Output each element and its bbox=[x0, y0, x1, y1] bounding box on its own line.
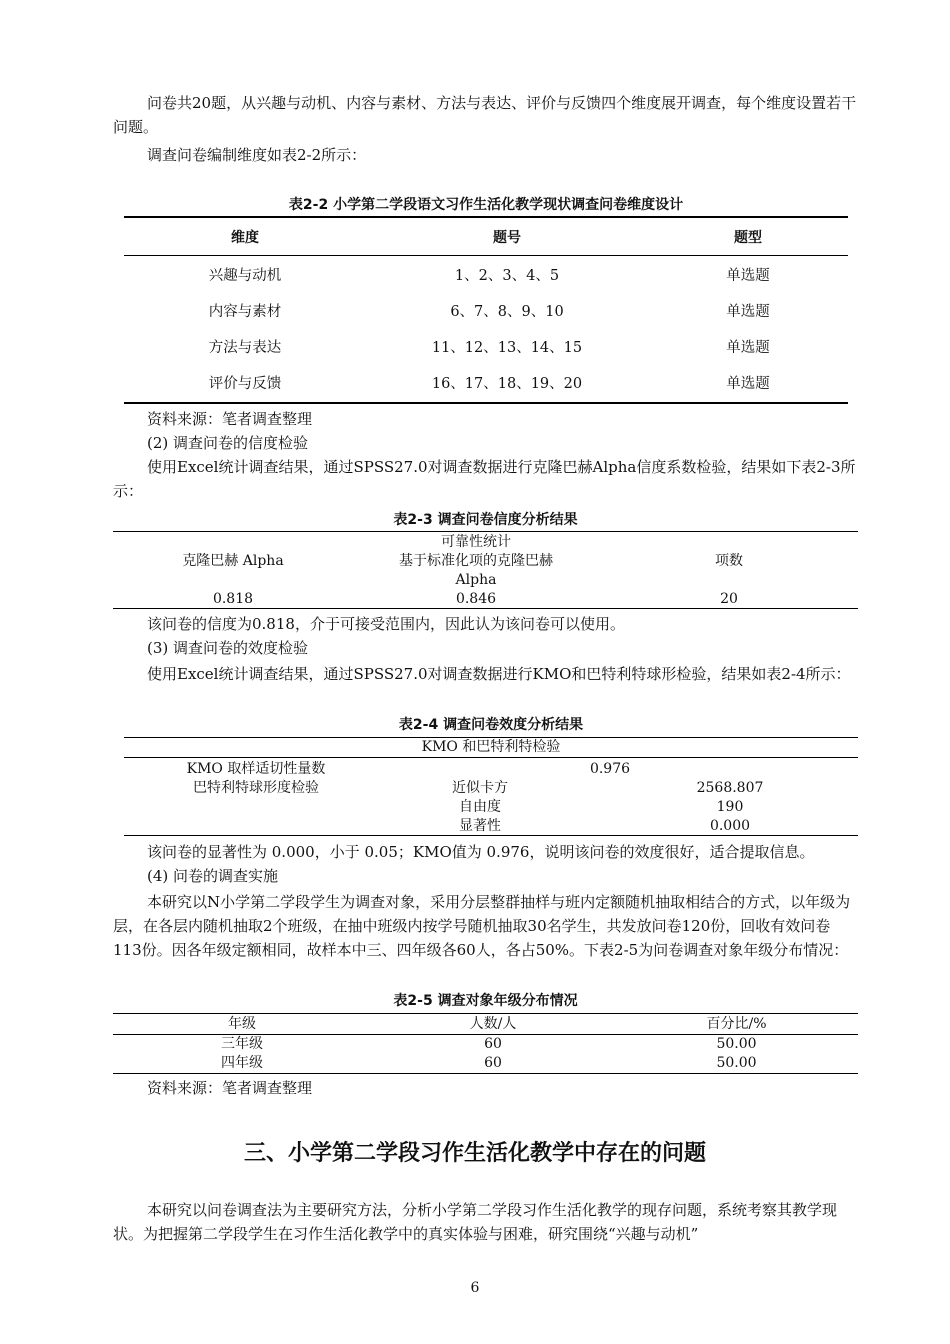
section-heading-validity: (3) 调查问卷的效度检验 bbox=[147, 639, 309, 657]
table-header-rule bbox=[124, 757, 858, 758]
table-group-header: KMO 和巴特利特检验 bbox=[421, 739, 561, 755]
table-bottom-rule bbox=[113, 608, 858, 609]
table-cell: 单选题 bbox=[726, 340, 770, 356]
table-header-cell: 基于标准化项的克隆巴赫 bbox=[399, 553, 553, 569]
table-2-4-caption: 表2-4 调查问卷效度分析结果 bbox=[398, 717, 584, 733]
table-cell: 方法与表达 bbox=[208, 340, 282, 356]
table-cell: 单选题 bbox=[726, 268, 770, 284]
table-cell: 三年级 bbox=[221, 1036, 263, 1052]
reliability-note: 该问卷的信度为0.818，介于可接受范围内，因此认为该问卷可以使用。 bbox=[147, 615, 625, 633]
table-top-rule bbox=[124, 216, 848, 218]
table-cell: 50.00 bbox=[716, 1055, 757, 1071]
table-cell: 190 bbox=[716, 799, 744, 815]
table-source-note: 资料来源：笔者调查整理 bbox=[147, 1079, 313, 1097]
table-header-cell: 题号 bbox=[493, 230, 521, 246]
table-cell: 6、7、8、9、10 bbox=[450, 304, 564, 320]
implementation-paragraph: 本研究以N小学第二学段学生为调查对象，采用分层整群抽样与班内定额随机抽取相结合的方式，以年级为层，在各层内随机抽取2个班级，在抽中班级内按学号随机抽取30名学生，共发放问卷120份，回收有效问卷113份。因各年级定额相同，故样本中三、四年级各60人，各占50%。下表2-5为问卷调查对象年级分布情况： bbox=[113, 893, 851, 959]
table-top-rule bbox=[113, 531, 858, 532]
section-heading-implementation: (4) 问卷的调查实施 bbox=[147, 867, 279, 885]
table-bottom-rule bbox=[124, 835, 858, 836]
section-3-paragraph: 本研究以问卷调查法为主要研究方法，分析小学第二学段习作生活化教学的现存问题，系统考察其教学现状。为把握第二学段学生在习作生活化教学中的真实体验与困难，研究围绕“兴趣与动机” bbox=[113, 1201, 838, 1243]
table-cell: 60 bbox=[484, 1036, 502, 1052]
table-cell: 四年级 bbox=[221, 1055, 263, 1071]
table-cell: 11、12、13、14、15 bbox=[431, 340, 583, 356]
table-source-note: 资料来源：笔者调查整理 bbox=[147, 410, 313, 428]
table-row-label: KMO 取样适切性量数 bbox=[186, 761, 326, 777]
table-row-label: 巴特利特球形度检验 bbox=[193, 780, 319, 796]
table-cell: 单选题 bbox=[726, 304, 770, 320]
table-top-rule bbox=[113, 1013, 858, 1014]
table-cell: 2568.807 bbox=[696, 780, 764, 796]
table-header-cell: 人数/人 bbox=[469, 1016, 517, 1032]
table-2-5-caption: 表2-5 调查对象年级分布情况 bbox=[393, 993, 578, 1009]
table-header-cell: 项数 bbox=[715, 553, 743, 569]
section-3-title: 三、小学第二学段习作生活化教学中存在的问题 bbox=[243, 1141, 706, 1166]
table-cell: 显著性 bbox=[459, 818, 501, 834]
table-cell: 0.818 bbox=[212, 591, 254, 607]
table-cell: 内容与素材 bbox=[208, 304, 282, 320]
table-group-header: 可靠性统计 bbox=[441, 534, 511, 550]
intro-paragraph: 问卷共20题，从兴趣与动机、内容与素材、方法与表达、评价与反馈四个维度展开调查，每个维度设置若干问题。 bbox=[113, 94, 857, 136]
table-cell: 16、17、18、19、20 bbox=[431, 376, 583, 392]
table-header-cell: 维度 bbox=[231, 230, 259, 246]
table-cell: 0.000 bbox=[709, 818, 751, 834]
table-2-2-caption: 表2-2 小学第二学段语文习作生活化教学现状调查问卷维度设计 bbox=[288, 197, 684, 213]
table-header-cell: 年级 bbox=[228, 1016, 256, 1032]
table-cell: 20 bbox=[720, 591, 738, 607]
table-cell: 0.976 bbox=[589, 761, 631, 777]
table-2-3-caption: 表2-3 调查问卷信度分析结果 bbox=[393, 512, 578, 528]
table-header-cell: 克隆巴赫 Alpha bbox=[182, 553, 284, 569]
table-cell: 自由度 bbox=[459, 799, 501, 815]
reliability-paragraph: 使用Excel统计调查结果，通过SPSS27.0对调查数据进行克隆巴赫Alpha信度系数检验，结果如下表2-3所示： bbox=[113, 458, 856, 500]
intro-paragraph-2: 调查问卷编制维度如表2-2所示： bbox=[147, 146, 367, 164]
table-header-cell: Alpha bbox=[455, 572, 497, 588]
page-number: 6 bbox=[470, 1280, 480, 1296]
table-header-cell: 百分比/% bbox=[706, 1016, 767, 1032]
table-cell: 近似卡方 bbox=[452, 780, 508, 796]
table-cell: 0.846 bbox=[455, 591, 497, 607]
table-bottom-rule bbox=[124, 402, 848, 404]
table-cell: 兴趣与动机 bbox=[208, 268, 282, 284]
table-cell: 60 bbox=[484, 1055, 502, 1071]
validity-note: 该问卷的显著性为 0.000，小于 0.05；KMO值为 0.976，说明该问卷的效度很好，适合提取信息。 bbox=[147, 843, 815, 861]
validity-paragraph: 使用Excel统计调查结果，通过SPSS27.0对调查数据进行KMO和巴特利特球形检验，结果如表2-4所示： bbox=[147, 665, 851, 683]
table-cell: 1、2、3、4、5 bbox=[454, 268, 560, 284]
section-heading-reliability: (2) 调查问卷的信度检验 bbox=[147, 434, 309, 452]
table-bottom-rule bbox=[113, 1073, 858, 1074]
table-cell: 单选题 bbox=[726, 376, 770, 392]
table-cell: 评价与反馈 bbox=[208, 376, 282, 392]
table-header-cell: 题型 bbox=[734, 230, 762, 246]
table-cell: 50.00 bbox=[716, 1036, 757, 1052]
table-header-rule bbox=[124, 255, 848, 256]
